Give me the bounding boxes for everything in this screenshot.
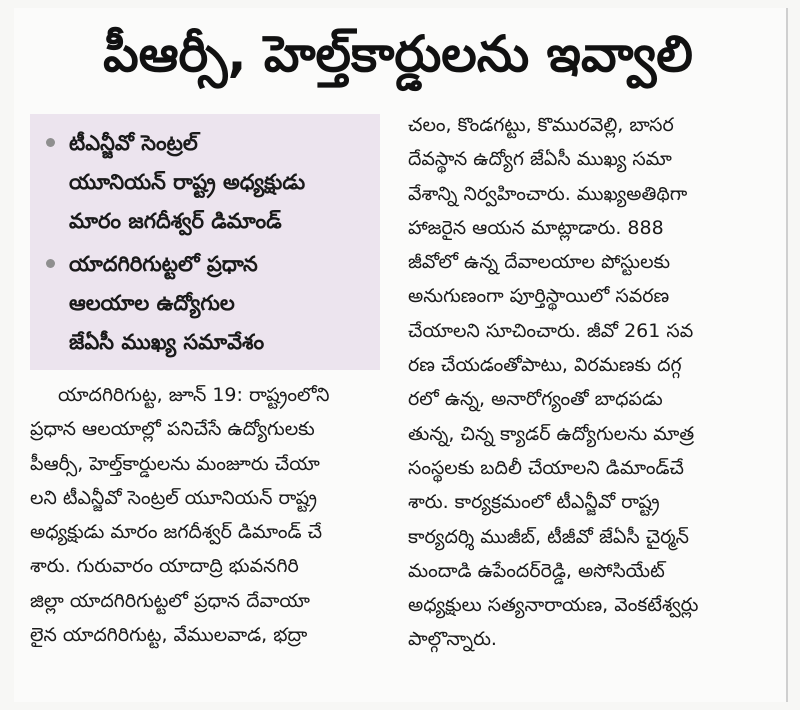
- body-line: కార్యదర్శి ముజీబ్, టీజీవో జేఏసీ చైర్మన్: [408, 525, 689, 548]
- highlight-line: ఆలయాల ఉద్యోగుల: [69, 291, 235, 315]
- highlight-line: మారం జగదీశ్వర్ డిమాండ్: [69, 209, 282, 233]
- body-line: శారు. గురువారం యాదాద్రి భువనగిరి: [30, 555, 299, 578]
- headline-text: పీఆర్సీ, హెల్త్‌కార్డులను ఇవ్వాలి: [103, 25, 693, 83]
- body-line: పీఆర్సీ, హెల్త్‌కార్డులను మంజూరు చేయా: [30, 452, 320, 475]
- body-line: తున్న, చిన్న క్యాడర్ ఉద్యోగులను మాత్ర: [408, 422, 695, 445]
- highlight-text: [69, 124, 305, 241]
- body-line: జిల్లా యాదగిరిగుట్టలో ప్రధాన దేవాయా: [30, 589, 310, 612]
- highlight-line: యూనియన్ రాష్ట్ర అధ్యక్షుడు: [69, 170, 306, 194]
- body-line: ప్రధాన ఆలయాల్లో పనిచేసే ఉద్యోగులకు: [30, 418, 315, 441]
- headline: [18, 14, 778, 94]
- body-line: శారు. కార్యక్రమంలో టీఎన్జీవో రాష్ట్ర: [408, 491, 660, 514]
- body-line: లని టీఎన్జీవో సెంట్రల్ యూనియన్ రాష్ట్ర: [30, 486, 317, 509]
- article-body-right: [408, 108, 768, 657]
- body-line: సంస్థలకు బదిలీ చేయాలని డిమాండ్‌చే: [408, 456, 684, 479]
- highlight-line: టీఎన్జీవో సెంట్రల్: [69, 131, 198, 155]
- body-line: యాదగిరిగుట్ట, జూన్ 19: రాష్ట్రంలోని: [58, 384, 330, 406]
- body-line: రలో ఉన్న, అనారోగ్యంతో బాధపడు: [408, 388, 663, 411]
- body-line: చేయాలని సూచించారు. జీవో 261 సవ: [408, 319, 694, 342]
- body-line: పాల్గొన్నారు.: [408, 628, 497, 651]
- body-line: దేవస్థాన ఉద్యోగ జేఏసీ ముఖ్య సమా: [408, 148, 672, 171]
- bullet-icon: [46, 259, 55, 268]
- body-line: అనుగుణంగా పూర్తిస్థాయిలో సవరణ: [408, 285, 670, 308]
- highlight-line: యాదగిరిగుట్టలో ప్రధాన: [69, 252, 258, 276]
- body-line: చలం, కొండగట్టు, కొమురవెల్లి, బాసర: [408, 114, 674, 136]
- body-line: అధ్యక్షులు సత్యనారాయణ, వెంకటేశ్వర్లు: [408, 594, 699, 617]
- highlight-line: జేఏసీ ముఖ్య సమావేశం: [69, 330, 265, 354]
- bullet-icon: [46, 138, 55, 147]
- body-line: అధ్యక్షుడు మారం జగదీశ్వర్ డిమాండ్ చే: [30, 521, 323, 544]
- highlight-text: [69, 245, 264, 362]
- body-line: వేశాన్ని నిర్వహించారు. ముఖ్యఅతిథిగా: [408, 182, 688, 205]
- highlights-box: [30, 114, 380, 370]
- highlight-item: [42, 245, 370, 362]
- body-line: మందాడి ఉపేందర్‌రెడ్డి, అసోసియేట్: [408, 559, 665, 582]
- body-line: రణ చేయడంతోపాటు, విరమణకు దగ్గ: [408, 354, 682, 377]
- body-line: లైన యాదగిరిగుట్ట, వేములవాడ, భద్రా: [30, 624, 308, 647]
- left-column: [30, 114, 380, 652]
- article-body-left: [30, 378, 380, 652]
- highlight-item: [42, 124, 370, 241]
- body-line: హాజరైన ఆయన మాట్లాడారు. 888: [408, 216, 664, 239]
- body-line: జీవోలో ఉన్న దేవాలయాల పోస్టులకు: [408, 251, 671, 274]
